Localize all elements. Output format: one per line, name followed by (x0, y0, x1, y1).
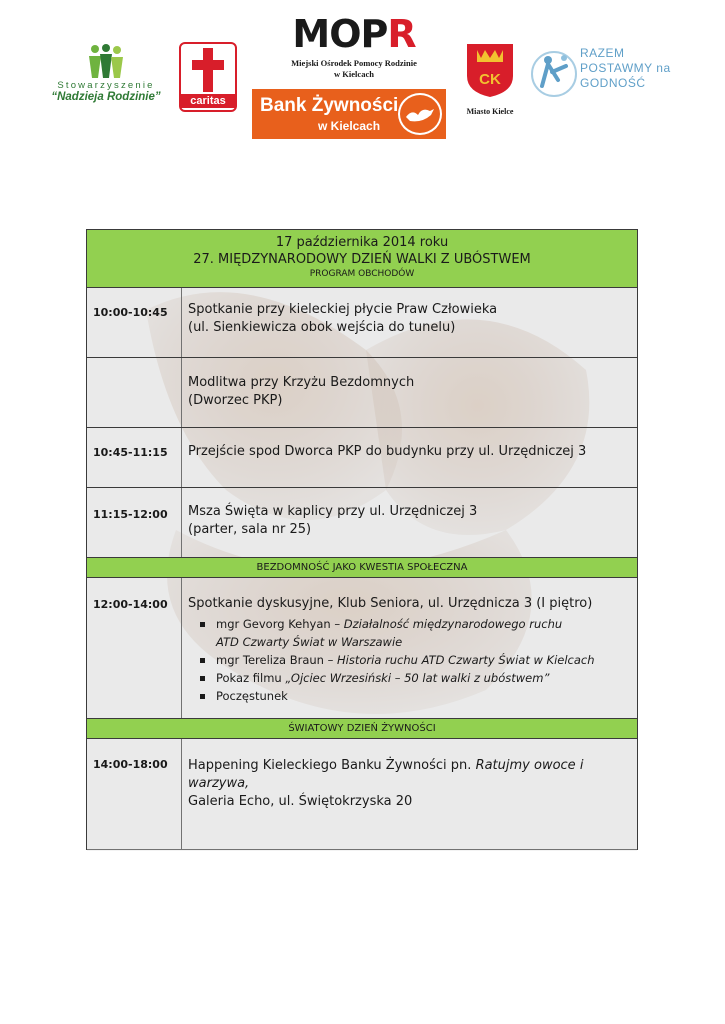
schedule-table (86, 229, 638, 850)
bank-zywnosci-logo: Bank Żywności w Kielcach (252, 89, 446, 139)
caritas-logo: caritas (179, 42, 237, 112)
discussion-list (188, 615, 629, 705)
list-item: ATD Czwarty Świat w Warszawie (216, 635, 403, 649)
mopr-wordmark: MOPR (292, 12, 416, 56)
stowarzyszenie-logo: Stowarzyszenie “Nadzieja Rodzinie” (46, 44, 166, 103)
list-item: Pokaz filmu „Ojciec Wrzesiński – 50 lat walki z ubóstwem” (188, 669, 629, 687)
table-row: 10:00-10:45 Spotkanie przy kieleckiej płycie Praw Człowieka (ul. Sienkiewicza obok wejścia do tunelu) (87, 287, 637, 357)
list-item: mgr Tereliza Braun – Historia ruchu ATD Czwarty Świat w Kielcach (188, 651, 629, 669)
table-row: Modlitwa przy Krzyżu Bezdomnych (Dworzec PKP) (87, 357, 637, 427)
figures-icon (530, 46, 578, 102)
crest-icon (465, 42, 515, 98)
mopr-logo: MOPR Miejski Ośrodek Pomocy Rodzinie w Kielcach (276, 14, 432, 80)
table-row: 10:45-11:15 Przejście spod Dworca PKP do budynku przy ul. Urzędniczej 3 (87, 427, 637, 487)
section-header-bezdomnosc: BEZDOMNOŚĆ JAKO KWESTIA SPOŁECZNA (87, 557, 637, 578)
table-row: 14:00-18:00 Happening Kieleckiego Banku Żywności pn. Ratujmy owoce i warzywa, Galeria Echo, ul. Świętokrzyska 20 (87, 738, 637, 851)
table-row: 12:00-14:00 Spotkanie dyskusyjne, Klub Seniora, ul. Urzędnicza 3 (I piętro) mgr Gevorg Kehyan – Działalność międzynarodowego ruchu ATD Czwarty Świat w Warszawie mgr Tereliza Braun – Historia ruchu ATD Czwarty Świat w Kielcach Pokaz filmu „Ojciec Wrzesiński – 50 lat walki z ubóstwem” Poczęstunek (87, 577, 637, 719)
table-row: 11:15-12:00 Msza Święta w kaplicy przy ul. Urzędniczej 3 (parter, sala nr 25) (87, 487, 637, 558)
svg-text:CK: CK (479, 71, 501, 88)
list-item: mgr Gevorg Kehyan – Działalność międzynarodowego ruchu (188, 615, 629, 633)
razem-postawmy-logo: RAZEM POSTAWMY na GODNOŚĆ (530, 46, 700, 106)
section-header-swiatowy-dzien: ŚWIATOWY DZIEŃ ŻYWNOŚCI (87, 718, 637, 739)
kielce-crest-logo: CK Miasto Kielce (460, 42, 520, 116)
logo-strip (0, 0, 725, 150)
list-item: Poczęstunek (188, 687, 629, 705)
people-icon (86, 44, 126, 78)
table-header: 17 października 2014 roku 27. MIĘDZYNARODOWY DZIEŃ WALKI Z UBÓSTWEM PROGRAM OBCHODÓW (87, 230, 637, 288)
birds-icon (398, 93, 442, 135)
cross-icon (192, 48, 224, 92)
